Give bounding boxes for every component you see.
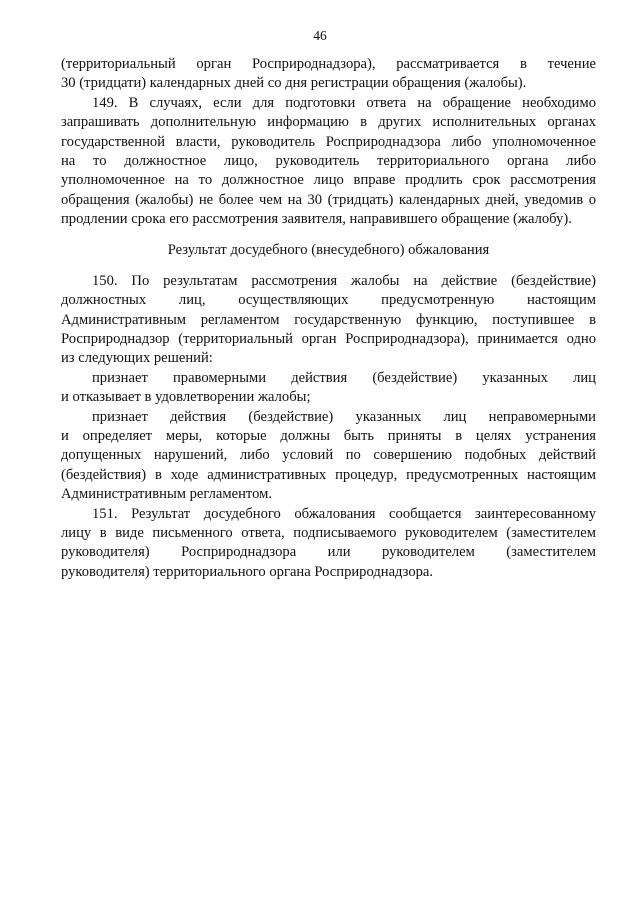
section-heading: Результат досудебного (внесудебного) обжалования (167, 241, 490, 258)
text-line: 30 (тридцати) календарных дней со дня регистрации обращения (жалобы). (61, 75, 527, 92)
text-line: и определяет меры, которые должны быть приняты в целях устранения (61, 428, 596, 445)
text-line: продлении срока его рассмотрения заявителя, направившего обращение (жалобу). (61, 211, 572, 228)
paragraph-151 (61, 505, 596, 583)
text-line: Административным регламентом государственную функцию, поступившее в (61, 311, 596, 328)
document-body (61, 55, 596, 582)
text-line: должностных лиц, осуществляющих предусмотренную настоящим (61, 292, 596, 309)
text-line: 150. По результатам рассмотрения жалобы на действие (бездействие) (92, 272, 596, 289)
paragraph-150-option-a (61, 369, 596, 408)
text-line: государственной власти, руководитель Росприроднадзора либо уполномоченное (61, 133, 596, 150)
text-line: руководителя) Росприроднадзора или руководителем (заместителем (61, 544, 596, 561)
text-line: 149. В случаях, если для подготовки ответа на обращение необходимо (92, 94, 596, 111)
text-line: руководителя) территориального органа Росприроднадзора. (61, 563, 434, 580)
text-line: 151. Результат досудебного обжалования сообщается заинтересованному (92, 505, 596, 522)
paragraph-148-continuation (61, 55, 596, 94)
text-line: запрашивать дополнительную информацию в других исполнительных органах (61, 114, 596, 131)
text-line: Росприроднадзор (территориальный орган Росприроднадзора), принимается одно (61, 331, 596, 348)
text-line: лицу в виде письменного ответа, подписываемого руководителем (заместителем (61, 524, 596, 541)
text-line: (бездействия) в ходе административных процедур, предусмотренных настоящим (61, 466, 596, 483)
paragraph-149 (61, 94, 596, 230)
text-line: признает действия (бездействие) указанных лиц неправомерными (92, 408, 596, 425)
page-number: 46 (313, 28, 327, 43)
text-line: уполномоченное на то должностное лицо вправе продлить срок рассмотрения (61, 172, 596, 189)
text-line: допущенных нарушений, либо условий по совершению подобных действий (61, 447, 596, 464)
text-line: и отказывает в удовлетворении жалобы; (61, 389, 311, 406)
paragraph-150 (61, 272, 596, 369)
text-line: из следующих решений: (61, 350, 213, 367)
text-line: обращения (жалобы) не более чем на 30 (тридцать) календарных дней, уведомив о (61, 191, 596, 208)
text-line: признает правомерными действия (бездействие) указанных лиц (92, 369, 596, 386)
paragraph-150-option-b (61, 408, 596, 505)
text-line: на то должностное лицо, руководитель территориального органа либо (61, 152, 596, 169)
text-line: (территориальный орган Росприроднадзора), рассматривается в течение (61, 56, 596, 72)
text-line: Административным регламентом. (61, 486, 273, 503)
